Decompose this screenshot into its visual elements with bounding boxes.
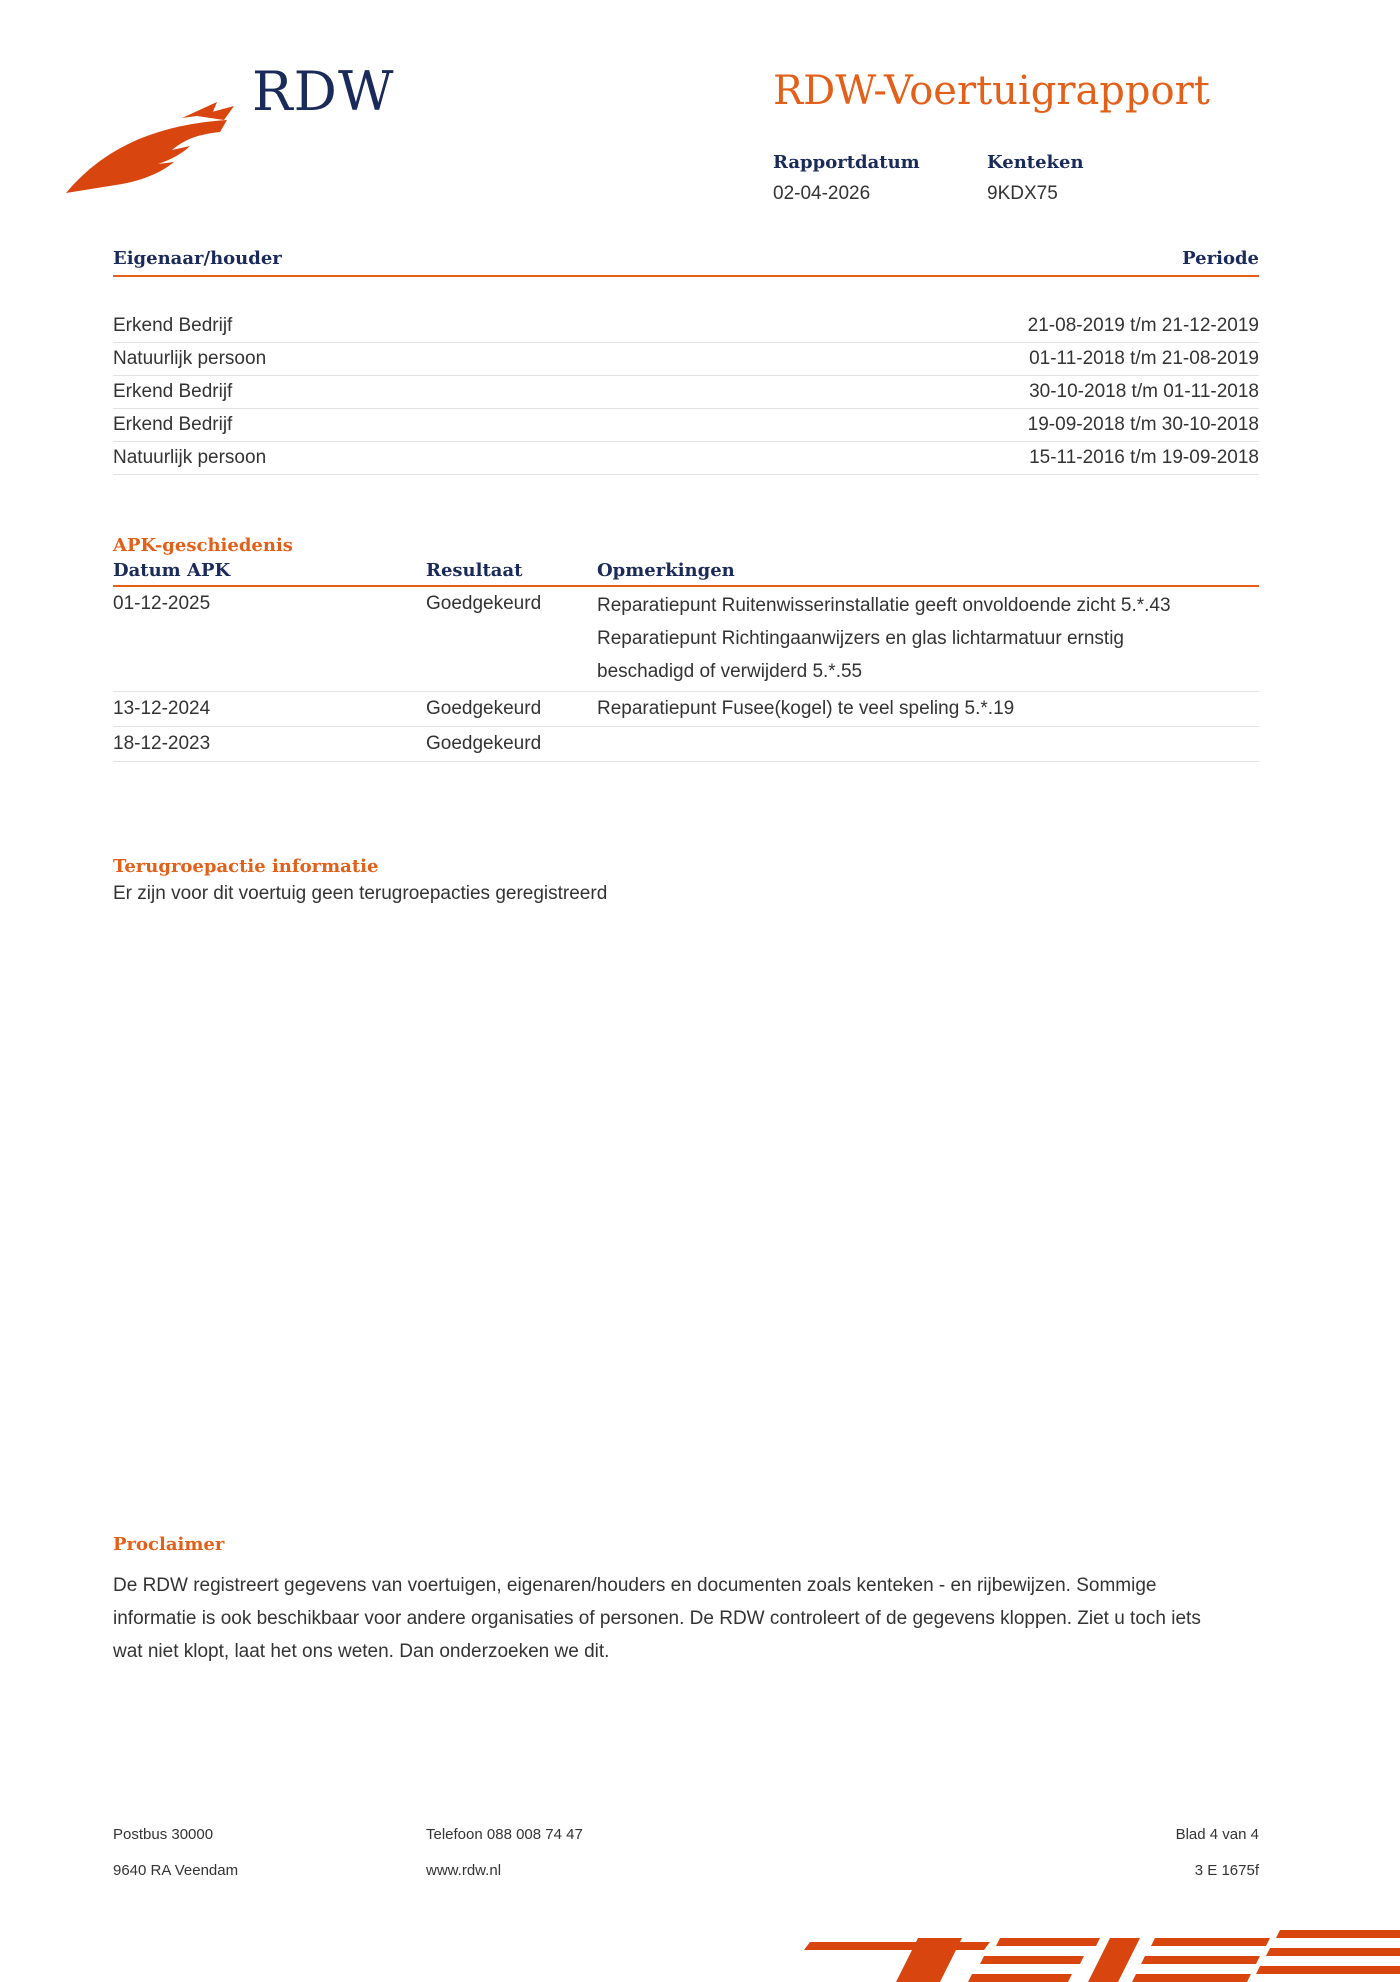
footer-page-number: Blad 4 van 4 — [1175, 1826, 1259, 1843]
table-row — [113, 442, 1259, 475]
owner-cell: Erkend Bedrijf — [113, 315, 233, 336]
apk-remarks-cell — [597, 694, 1259, 723]
orange-stripes-icon — [800, 1920, 1400, 1982]
apk-header — [113, 560, 1259, 587]
footer-address-line1: Postbus 30000 — [113, 1826, 214, 1843]
remark: Reparatiepunt Ruitenwisserinstallatie geeft onvoldoende zicht 5.*.43 — [597, 595, 1171, 616]
apk-result-cell: Goedgekeurd — [426, 698, 542, 719]
footer-web-link[interactable]: www.rdw.nl — [426, 1862, 502, 1879]
apk-result-cell: Goedgekeurd — [426, 733, 542, 754]
apk-result-cell: Goedgekeurd — [426, 593, 542, 614]
table-row — [113, 310, 1259, 343]
footer-page-info — [1176, 1817, 1259, 1889]
owner-cell: Erkend Bedrijf — [113, 381, 233, 402]
footer-address-line2: 9640 RA Veendam — [113, 1862, 239, 1879]
footer-contact — [426, 1817, 583, 1889]
report-title: RDW-Voertuigrapport — [773, 68, 1210, 114]
apk-date-cell: 13-12-2024 — [113, 698, 211, 719]
report-date-block — [773, 152, 920, 205]
period-cell: 19-09-2018 t/m 30-10-2018 — [1027, 414, 1259, 435]
footer-address — [113, 1817, 238, 1889]
logo-text: RDW — [252, 60, 395, 123]
recall-title: Terugroepactie informatie — [113, 856, 379, 877]
table-row — [113, 376, 1259, 409]
table-row — [113, 587, 1259, 692]
apk-date-header: Datum APK — [113, 560, 231, 581]
apk-section-title: APK-geschiedenis — [113, 535, 293, 556]
owners-table — [113, 248, 1259, 475]
proclaimer-text: De RDW registreert gegevens van voertuigen, eigenaren/houders en documenten zoals kenteken - en rijbewijzen. Sommige informatie is ook beschikbaar voor andere organisaties of personen. De RDW controleert of de gegevens kloppen. Ziet u toch iets wat niet klopt, laat het ons weten. Dan onderzoeken we dit. — [113, 1575, 1201, 1662]
apk-date-cell: 01-12-2025 — [113, 593, 211, 614]
report-date-label: Rapportdatum — [773, 152, 920, 173]
plate-block — [987, 152, 1084, 205]
owner-cell: Erkend Bedrijf — [113, 414, 233, 435]
owner-cell: Natuurlijk persoon — [113, 447, 267, 468]
apk-remarks-cell — [597, 589, 1259, 688]
recall-section — [113, 856, 1259, 905]
period-cell: 15-11-2016 t/m 19-09-2018 — [1029, 447, 1259, 468]
apk-remarks-cell — [597, 729, 1259, 758]
plate-label: Kenteken — [987, 152, 1084, 173]
table-row — [113, 692, 1259, 727]
recall-text: Er zijn voor dit voertuig geen terugroepacties geregistreerd — [113, 883, 608, 904]
period-cell: 01-11-2018 t/m 21-08-2019 — [1029, 348, 1259, 369]
report-date-value: 02-04-2026 — [773, 183, 871, 204]
rdw-wing-icon — [62, 88, 242, 198]
apk-date-cell: 18-12-2023 — [113, 733, 211, 754]
period-cell: 21-08-2019 t/m 21-12-2019 — [1027, 315, 1259, 336]
table-row — [113, 727, 1259, 762]
period-column-header: Periode — [1182, 248, 1259, 269]
remark: Reparatiepunt Richtingaanwijzers en glas lichtarmatuur ernstig beschadigd of verwijderd 5.*.55 — [597, 628, 1124, 682]
owner-column-header: Eigenaar/houder — [113, 248, 282, 269]
plate-value: 9KDX75 — [987, 183, 1058, 204]
proclaimer-section — [113, 1534, 1259, 1668]
apk-remarks-header: Opmerkingen — [597, 560, 735, 581]
period-cell: 30-10-2018 t/m 01-11-2018 — [1029, 381, 1259, 402]
apk-history — [113, 535, 1259, 762]
owners-header — [113, 248, 1259, 277]
rdw-logo — [62, 60, 395, 180]
footer-code: 3 E 1675f — [1194, 1862, 1259, 1879]
footer-phone: Telefoon 088 008 74 47 — [426, 1826, 583, 1843]
owner-cell: Natuurlijk persoon — [113, 348, 267, 369]
table-row — [113, 343, 1259, 376]
proclaimer-title: Proclaimer — [113, 1534, 225, 1555]
remark: Reparatiepunt Fusee(kogel) te veel speling 5.*.19 — [597, 698, 1015, 719]
table-row — [113, 409, 1259, 442]
apk-result-header: Resultaat — [426, 560, 523, 581]
